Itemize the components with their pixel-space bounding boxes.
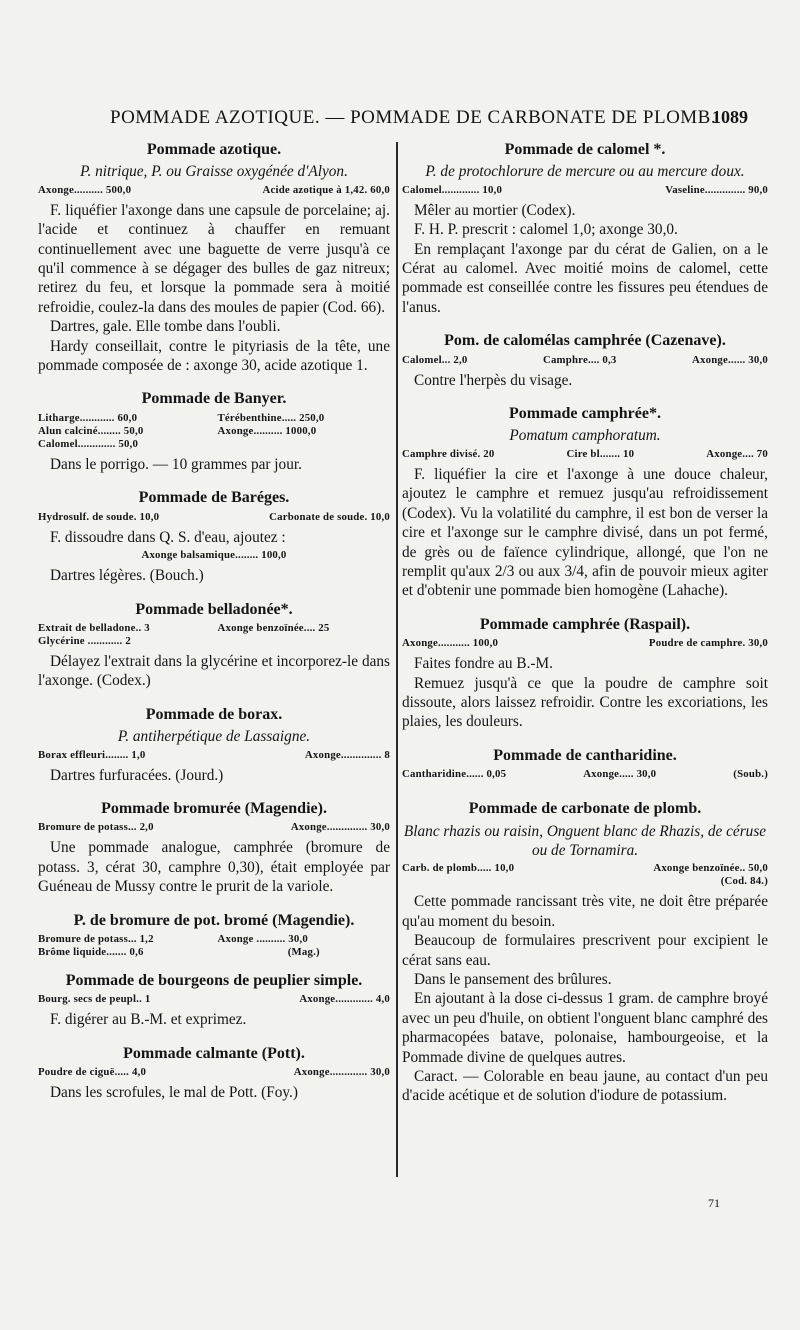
ingredient: Axonge.... 70 <box>706 447 768 460</box>
paragraph: Caract. — Colorable en beau jaune, au contact d'un peu d'acide acétique et de solution d'iodure de potassium. <box>402 1068 768 1105</box>
paragraph: Hardy conseillait, contre le pityriasis de la tête, une pommade composée de : axonge 30, acide azotique 1. <box>38 337 390 375</box>
ingredients <box>38 412 390 451</box>
ingredient: Carbonate de soude. 10,0 <box>269 510 390 523</box>
ingredients <box>38 749 390 762</box>
synonyms: Blanc rhazis ou raisin, Onguent blanc de Rhazis, de céruse ou de Tornamira. <box>403 822 767 859</box>
ingredient: Axonge........... 100,0 <box>402 637 499 650</box>
ingredient: Camphre.... 0,3 <box>542 353 617 366</box>
ingredient: Axonge.............. 30,0 <box>290 821 390 834</box>
synonyms: Pomatum camphoratum. <box>509 427 661 445</box>
paragraph: Une pommade analogue, camphrée (bromure de potass. 3, cérat 30, camphre 0,30), était employée par Guéneau de Mussy contre le prurit de la variole. <box>38 839 390 896</box>
ingredient: Poudre de ciguë..... 4,0 <box>38 1066 147 1079</box>
ingredient: Axonge.......... 500,0 <box>38 183 132 196</box>
ingredients <box>402 184 768 197</box>
ingredient: Hydrosulf. de soude. 10,0 <box>38 510 160 523</box>
ingredient: Litharge............ 60,0 <box>38 411 138 424</box>
ingredient: Calomel............. 10,0 <box>402 183 503 196</box>
paragraph: Remuez jusqu'à ce que la poudre de camphre soit dissoute, alors laissez refroidir. Contre les excoriations, les plaies, les douleurs. <box>402 674 768 731</box>
ingredients <box>38 933 390 959</box>
paragraph: Dartres légères. (Bouch.) <box>50 567 204 585</box>
ingredient: Cire bl....... 10 <box>566 447 635 460</box>
paragraph: En ajoutant à la dose ci-dessus 1 gram. de camphre broyé avec un peu d'huile, on obtient l'onguent blanc camphré des pharmacopées batave, polonaise, hambourgeoise, et la Pommade divine de quelques autres. <box>402 990 768 1066</box>
paragraph: Dans les scrofules, le mal de Pott. (Foy.) <box>50 1084 298 1102</box>
section-title: Pommade calmante (Pott). <box>123 1044 305 1062</box>
ingredient: Bromure de potass... 2,0 <box>38 821 154 834</box>
ingredients <box>38 184 390 197</box>
ingredient: (Cod. 84.) <box>720 875 768 888</box>
section-title: Pommade de calomel *. <box>504 141 666 158</box>
ingredient: Acide azotique à 1,42. 60,0 <box>262 183 390 196</box>
paragraph: Mêler au mortier (Codex). <box>414 201 576 219</box>
ingredient: Axonge balsamique........ 100,0 <box>141 549 287 562</box>
synonyms: P. nitrique, P. ou Graisse oxygénée d'Alyon. <box>80 163 348 181</box>
ingredients <box>38 821 390 834</box>
ingredient: Térébenthine..... 250,0 <box>217 411 325 424</box>
ingredients <box>38 993 390 1006</box>
ingredients <box>402 768 768 781</box>
paragraph: Beaucoup de formulaires prescrivent pour excipient le cérat sans eau. <box>402 932 768 969</box>
paragraph: Contre l'herpès du visage. <box>414 371 573 389</box>
ingredient: Bromure de potass... 1,2 <box>38 932 154 945</box>
ingredient: Axonge............. 30,0 <box>293 1066 390 1079</box>
paragraph: Faites fondre au B.-M. <box>414 655 553 673</box>
ingredient: Vaseline.............. 90,0 <box>665 183 768 196</box>
section-title: Pommade de Banyer. <box>141 390 287 408</box>
paragraph: F. digérer au B.-M. et exprimez. <box>50 1011 247 1029</box>
ingredients <box>402 448 768 461</box>
ingredient: Bourg. secs de peupl.. 1 <box>38 993 151 1006</box>
section-title: Pommade de bourgeons de peuplier simple. <box>65 971 363 989</box>
ingredient: Calomel... 2,0 <box>402 353 468 366</box>
paragraph: F. liquéfier la cire et l'axonge à une douce chaleur, ajoutez le camphre et remuez jusqu'au refroidissement (Codex). Vu la volatilité du camphre, il est bon de verser la cire et l'axonge sur le camphre divisé, dans un pot fermé, de grès ou de faïence cylindrique, allongé, que l'on ne remplit qu'aux 2/3 ou aux 3/4, afin de pouvoir mieux agiter et d'obtenir une pommade bien homogène (Lahache). <box>402 465 768 600</box>
section-title: Pommade azotique. <box>146 141 282 158</box>
left-column <box>38 140 390 1103</box>
section-title: Pommade de carbonate de plomb. <box>468 800 702 818</box>
ingredient: Axonge............. 4,0 <box>299 993 390 1006</box>
page-number: 1089 <box>712 107 748 127</box>
ingredient: Borax effleuri........ 1,0 <box>38 748 146 761</box>
paragraph: Dans le porrigo. — 10 grammes par jour. <box>50 455 302 473</box>
section-title: Pommade camphrée*. <box>509 405 661 423</box>
paragraph: Cette pommade rancissant très vite, ne doit être préparée qu'au moment du besoin. <box>402 893 768 930</box>
ingredient: Cantharidine...... 0,05 <box>402 768 507 781</box>
synonyms: P. antiherpétique de Lassaigne. <box>117 728 311 746</box>
ingredients <box>402 637 768 650</box>
ingredients <box>38 549 390 562</box>
column-rule <box>396 142 398 1177</box>
ingredients <box>38 1066 390 1079</box>
paragraph: Dartres, gale. Elle tombe dans l'oubli. <box>50 318 281 336</box>
paragraph: F. liquéfier l'axonge dans une capsule de porcelaine; aj. l'acide et continuez à chauffer en remuant continuellement avec une baguette de verre jusqu'à ce qu'il commence à se dégager des bulles de gaz nitreux; retirez du feu, et lorsque la pommade sera à moitié refroidie, coulez-la dans des moules de papier (Cod. 66). <box>38 201 390 316</box>
ingredient: Axonge.......... 1000,0 <box>217 424 317 437</box>
paragraph: F. H. P. prescrit : calomel 1,0; axonge 30,0. <box>414 221 678 239</box>
ingredient: (Mag.) <box>287 945 320 958</box>
ingredient: Axonge benzoïnée.. 50,0 <box>653 862 768 875</box>
signature-mark: 71 <box>708 1196 720 1210</box>
section-title: Pommade bromurée (Magendie). <box>101 799 327 817</box>
ingredient: Alun calciné........ 50,0 <box>38 424 144 437</box>
ingredient: Camphre divisé. 20 <box>402 447 495 460</box>
paragraph: Dartres furfuracées. (Jourd.) <box>50 766 224 784</box>
paragraph: En remplaçant l'axonge par du cérat de Galien, on a le Cérat au calomel. Avec moitié moins de calomel, cette pommade est conseillée contre les fissures peu étendues de l'anus. <box>402 240 768 316</box>
ingredients <box>38 511 390 524</box>
ingredient: Axonge .......... 30,0 <box>217 932 309 945</box>
section-title: Pommade camphrée (Raspail). <box>479 615 691 633</box>
running-header: POMMADE AZOTIQUE. — POMMADE DE CARBONATE DE PLOMB. <box>110 107 717 128</box>
right-column <box>402 140 768 1106</box>
ingredients <box>402 354 768 367</box>
ingredient: Brôme liquide....... 0,6 <box>38 945 144 958</box>
paragraph: Dans le pansement des brûlures. <box>414 971 612 988</box>
section-title: Pommade de cantharidine. <box>493 746 677 764</box>
ingredient: Axonge..... 30,0 <box>583 768 657 781</box>
synonyms: P. de protochlorure de mercure ou au mercure doux. <box>425 163 745 181</box>
ingredient: (Soub.) <box>733 768 768 781</box>
section-title: Pommade belladonée*. <box>135 600 293 618</box>
paragraph: Délayez l'extrait dans la glycérine et incorporez-le dans l'axonge. (Codex.) <box>38 652 390 690</box>
ingredients <box>402 862 768 888</box>
ingredients <box>38 622 390 648</box>
ingredient: Axonge.............. 8 <box>304 748 390 761</box>
section-title: Pom. de calomélas camphrée (Cazenave). <box>444 332 726 350</box>
ingredient: Poudre de camphre. 30,0 <box>648 637 768 650</box>
ingredient: Glycérine ............ 2 <box>38 634 131 647</box>
ingredient: Axonge benzoïnée.... 25 <box>217 621 330 634</box>
ingredient: Extrait de belladone.. 3 <box>38 621 150 634</box>
section-title: P. de bromure de pot. bromé (Magendie). <box>73 911 355 929</box>
section-title: Pommade de Baréges. <box>138 489 290 507</box>
ingredient: Axonge...... 30,0 <box>692 353 768 366</box>
ingredient: Carb. de plomb..... 10,0 <box>402 862 515 875</box>
section-title: Pommade de borax. <box>145 705 283 723</box>
ingredient: Calomel............. 50,0 <box>38 437 139 450</box>
paragraph: F. dissoudre dans Q. S. d'eau, ajoutez : <box>50 528 286 546</box>
